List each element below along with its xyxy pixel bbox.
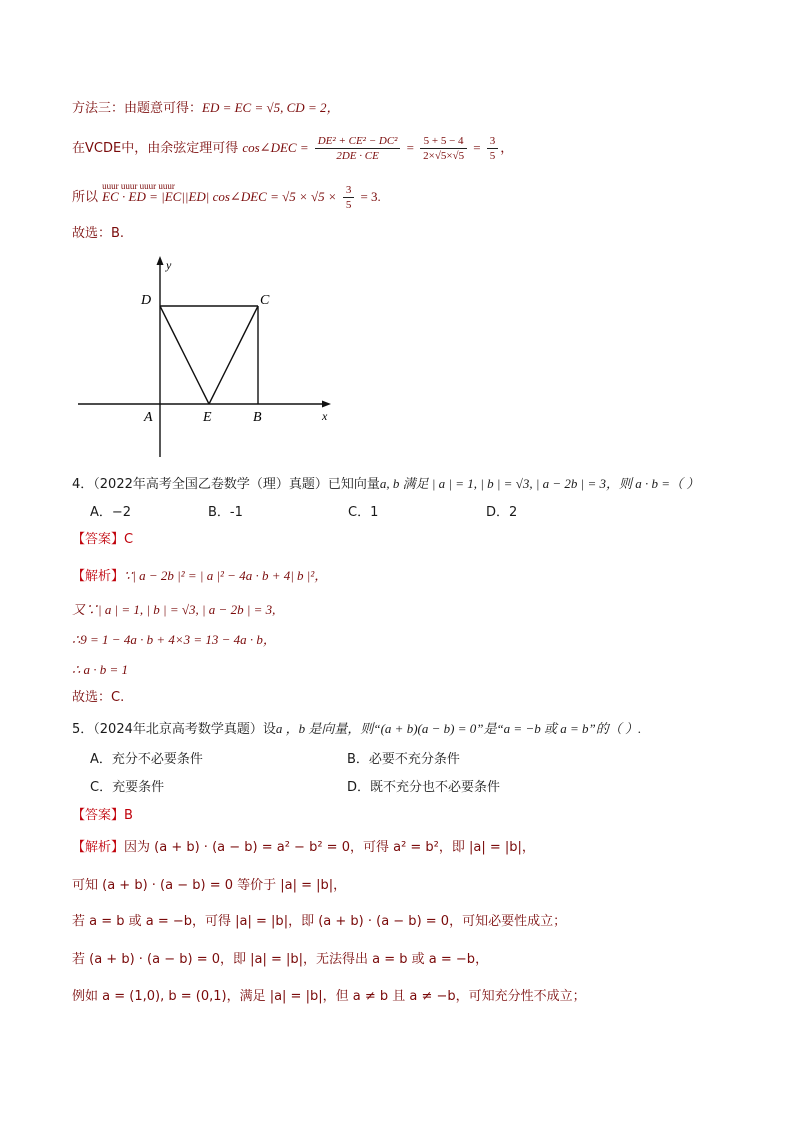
label-c: C [260, 293, 270, 308]
q5-stem-text: 5．（2024年北京高考数学真题）设 [72, 722, 276, 737]
label-e: E [203, 410, 212, 425]
q4-answer [72, 530, 133, 550]
q5-step1: 因为 (a + b) · (a − b) = a² − b² = 0，可得 a² = b²，即 |a| = |b|， [124, 840, 535, 855]
cosine-fraction-2-num: 5 + 5 − 4 [420, 134, 467, 149]
q4-stem-text: 4．（2022年高考全国乙卷数学（理）真题）已知向量 [72, 477, 380, 492]
cosine-fraction-3-den: 5 [489, 150, 496, 162]
q4-analysis-step1 [72, 566, 327, 587]
cosine-lhs: cos∠DEC = [242, 140, 309, 155]
q4-step2: 又∵| a | = 1, | b | = √3, | a − 2b | = 3, [72, 602, 276, 617]
dot-expression: EC · ED = |EC||ED| cos∠DEC = √5 × √5 × [102, 189, 337, 204]
label-b: B [253, 410, 262, 425]
equals-sign: = [406, 140, 414, 155]
q5-step5: 例如 a = (1,0), b = (0,1)，满足 |a| = |b|，但 a ≠ b 且 a ≠ −b，可知充分性不成立； [72, 989, 586, 1004]
q4-step3: ∴9 = 1 − 4a · b + 4×3 = 13 − 4a · b， [72, 632, 276, 647]
method3-cosine-line [72, 134, 513, 163]
dot-fraction-num: 3 [343, 183, 355, 198]
q5-step3: 若 a = b 或 a = −b，可得 |a| = |b|，即 (a + b) · (a − b) = 0，可知必要性成立； [72, 914, 567, 929]
q4-option-d[interactable]: D．2 [486, 505, 518, 520]
segment-de [160, 306, 209, 404]
q5-step4: 若 (a + b) · (a − b) = 0，即 |a| = |b|，无法得出 a = b 或 a = −b， [72, 952, 489, 967]
cosine-tail: ， [500, 141, 514, 156]
q4-answer-tag: 【答案】 [72, 532, 125, 547]
y-axis-arrow [157, 256, 164, 265]
cosine-fraction-2 [420, 134, 467, 163]
q4-option-b[interactable]: B．-1 [208, 505, 243, 520]
dot-fraction-den: 5 [345, 199, 352, 211]
q4-conclusion: 故选：C. [72, 690, 125, 705]
label-d: D [141, 293, 152, 308]
q5-option-b[interactable]: B．必要不充分条件 [347, 752, 460, 767]
geometry-figure [70, 252, 340, 464]
vector-marks: uuur uuur uuur uuur [102, 181, 175, 191]
dot-tail: = 3. [360, 189, 381, 204]
q5-answer [72, 806, 133, 826]
method3-intro [72, 98, 339, 119]
q5-analysis-step1 [72, 838, 535, 858]
cosine-fraction-3 [487, 134, 499, 163]
dot-fraction [343, 183, 355, 212]
q4-stem [72, 474, 699, 495]
q5-analysis-tag: 【解析】 [72, 840, 125, 855]
q5-option-a[interactable]: A．充分不必要条件 [90, 752, 203, 767]
cosine-fraction-3-num: 3 [487, 134, 499, 149]
q5-option-c[interactable]: C．充要条件 [90, 780, 165, 795]
q5-answer-value: B [124, 808, 133, 823]
label-y: y [166, 258, 172, 272]
cosine-fraction-1 [315, 134, 401, 163]
label-a: A [144, 410, 153, 425]
q4-step4: ∴ a · b = 1 [72, 662, 129, 677]
q4-option-c[interactable]: C．1 [348, 505, 379, 520]
cosine-fraction-1-den: 2DE · CE [336, 150, 379, 162]
q4-answer-value: C [124, 532, 134, 547]
q5-step2: 可知 (a + b) · (a − b) = 0 等价于 |a| = |b|， [72, 878, 347, 893]
q5-option-d[interactable]: D．既不充分也不必要条件 [347, 780, 501, 795]
cosine-fraction-2-den: 2×√5×√5 [423, 150, 465, 162]
method3-answer: 故选：B. [72, 226, 125, 241]
method3-intro-math: ED = EC = √5, CD = 2， [202, 100, 340, 115]
q4-option-a[interactable]: A．−2 [90, 505, 132, 520]
q5-stem [72, 719, 641, 740]
dot-prefix: 所以 [72, 190, 99, 205]
equals-sign-2: = [473, 140, 481, 155]
cosine-fraction-1-num: DE² + CE² − DC² [315, 134, 401, 149]
q5-answer-tag: 【答案】 [72, 808, 125, 823]
q5-stem-math: a ，b 是向量，则“(a + b)(a − b) = 0”是“a = −b 或 a = b”的（ ）. [275, 721, 642, 736]
x-axis-arrow [322, 401, 331, 408]
q4-step1: ∵| a − 2b |² = | a |² − 4a · b + 4| b |²， [124, 568, 328, 583]
q4-analysis-tag: 【解析】 [72, 569, 125, 584]
label-x: x [322, 409, 328, 423]
cosine-prefix: 在VCDE中，由余弦定理可得 [72, 141, 239, 156]
method3-intro-text: 方法三：由题意可得： [72, 101, 203, 116]
q4-stem-math: a, b 满足 | a | = 1, | b | = √3, | a − 2b | = 3，则 a · b =（ ） [379, 476, 700, 491]
segment-ec [209, 306, 258, 404]
method3-dot-line [72, 183, 381, 212]
